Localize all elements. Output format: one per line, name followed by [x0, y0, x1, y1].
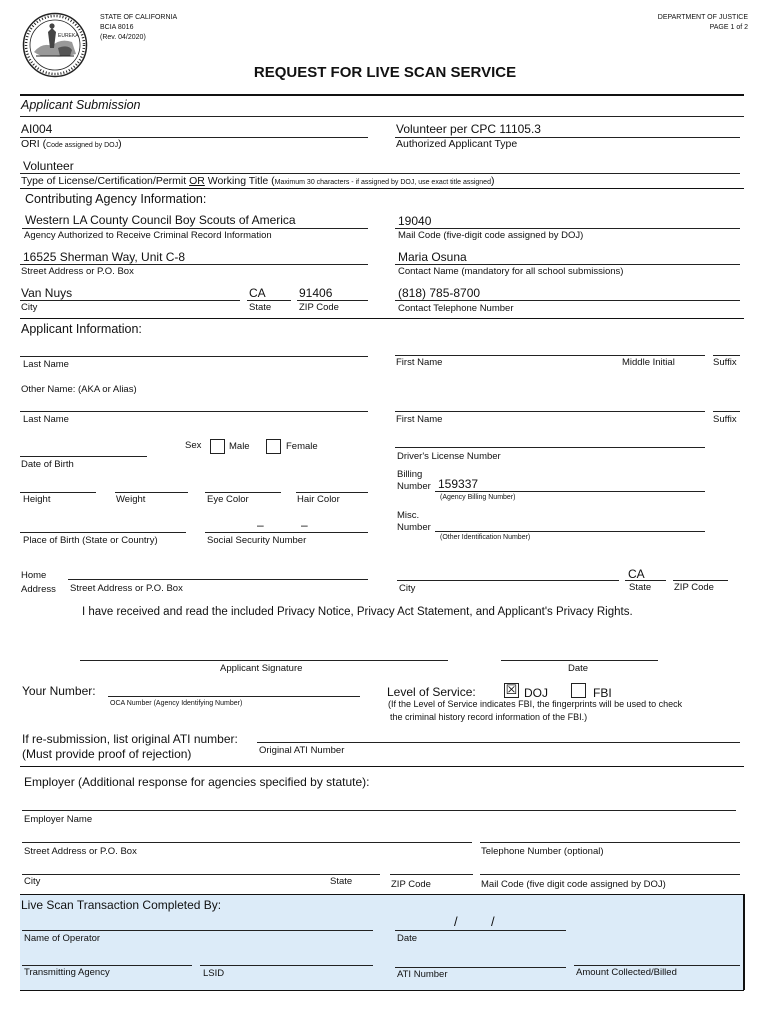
first-name-label: First Name [396, 357, 443, 368]
ssn-dash-1: – [257, 518, 264, 532]
ori-label: ORI (Code assigned by DOJ) [21, 138, 122, 150]
drivers-license-label: Driver's License Number [397, 451, 501, 462]
other-name-label: Other Name: (AKA or Alias) [21, 384, 137, 395]
misc-label-2: Number [397, 522, 431, 533]
authorized-type-value[interactable]: Volunteer per CPC 11105.3 [396, 122, 541, 136]
zip-value[interactable]: 91406 [299, 286, 333, 300]
fbi-note-2: the criminal history record information of the FBI.) [390, 712, 588, 722]
form-revision: (Rev. 04/2020) [100, 34, 146, 41]
billing-label-1: Billing [397, 469, 423, 480]
street-label: Street Address or P.O. Box [21, 266, 134, 277]
street-value[interactable]: 16525 Sherman Way, Unit C-8 [23, 250, 186, 264]
form-number: BCIA 8016 [100, 24, 134, 31]
fbi-note-1: (If the Level of Service indicates FBI, the fingerprints will be used to check [388, 699, 683, 709]
zip-label: ZIP Code [299, 302, 339, 313]
place-of-birth-label: Place of Birth (State or Country) [23, 535, 158, 546]
employer-state-label: State [330, 876, 353, 887]
date-slash-2: / [491, 914, 495, 929]
aka-last-name-label: Last Name [23, 414, 69, 425]
privacy-statement: I have received and read the included Privacy Notice, Privacy Act Statement, and Applicant's Privacy Rights. [82, 606, 633, 618]
aka-suffix-label: Suffix [713, 414, 737, 425]
aka-first-name-label: First Name [396, 414, 443, 425]
state-field-label: State [249, 302, 272, 313]
female-label: Female [286, 441, 318, 452]
department-label: DEPARTMENT OF JUSTICE [657, 14, 748, 21]
page-title: REQUEST FOR LIVE SCAN SERVICE [253, 64, 517, 81]
contact-label: Contact Name (mandatory for all school submissions) [398, 266, 624, 277]
state-label: STATE OF CALIFORNIA [100, 14, 178, 21]
dob-label: Date of Birth [21, 459, 74, 470]
fbi-checkbox[interactable] [571, 683, 586, 698]
home-state-value[interactable]: CA [628, 567, 645, 581]
state-value[interactable]: CA [249, 286, 266, 300]
employer-city-label: City [24, 876, 41, 887]
height-label: Height [23, 494, 51, 505]
resubmission-line-2: (Must provide proof of rejection) [22, 747, 192, 761]
last-name-label: Last Name [23, 359, 69, 370]
contributing-agency-heading: Contributing Agency Information: [25, 192, 207, 206]
home-label: Home [21, 570, 47, 581]
employer-heading: Employer (Additional response for agencies specified by statute): [24, 775, 370, 789]
signature-label: Applicant Signature [220, 663, 303, 674]
city-value[interactable]: Van Nuys [21, 286, 73, 300]
home-street-label: Street Address or P.O. Box [70, 583, 183, 594]
title-rule [20, 94, 744, 96]
date-slash-1: / [454, 914, 458, 929]
mail-code-label: Mail Code (five-digit code assigned by DOJ) [398, 230, 584, 241]
oca-number-label: OCA Number (Agency Identifying Number) [110, 700, 243, 707]
applicant-info-heading: Applicant Information: [21, 322, 142, 336]
signature-date-label: Date [568, 663, 589, 674]
license-value[interactable]: Volunteer [23, 159, 74, 173]
page-number: PAGE 1 of 2 [709, 24, 748, 31]
misc-label-1: Misc. [397, 510, 420, 521]
address-label: Address [21, 584, 56, 595]
doj-checkbox[interactable]: ☒ [505, 682, 518, 697]
hair-color-label: Hair Color [297, 494, 340, 505]
resubmission-line-1: If re-submission, list original ATI number: [22, 732, 238, 746]
ati-number-label: ATI Number [397, 969, 448, 980]
eye-color-label: Eye Color [207, 494, 249, 505]
amount-collected-label: Amount Collected/Billed [576, 967, 677, 978]
home-zip-label: ZIP Code [674, 582, 714, 593]
your-number-label: Your Number: [22, 684, 96, 698]
lsid-label: LSID [203, 968, 225, 979]
employer-phone-label: Telephone Number (optional) [481, 846, 604, 857]
license-label: Type of License/Certification/Permit OR Working Title (Maximum 30 characters - if assigned by DOJ, use exact title assigned) [21, 175, 495, 187]
live-scan-date-label: Date [397, 933, 418, 944]
transmitting-agency-label: Transmitting Agency [24, 967, 110, 978]
middle-initial-label: Middle Initial [622, 357, 675, 368]
male-label: Male [229, 441, 250, 452]
doj-label: DOJ [524, 686, 548, 700]
home-city-label: City [399, 583, 416, 594]
svg-text:EUREKA: EUREKA [58, 33, 79, 39]
employer-street-label: Street Address or P.O. Box [24, 846, 137, 857]
billing-label-2: Number [397, 481, 431, 492]
mail-code-value[interactable]: 19040 [398, 214, 432, 228]
billing-sub-label: (Agency Billing Number) [440, 494, 516, 501]
original-ati-label: Original ATI Number [259, 745, 345, 756]
fbi-label: FBI [593, 686, 612, 700]
male-checkbox[interactable] [210, 439, 225, 454]
weight-label: Weight [116, 494, 146, 505]
ori-value[interactable]: AI004 [21, 122, 53, 136]
live-scan-heading: Live Scan Transaction Completed By: [21, 898, 222, 912]
contact-value[interactable]: Maria Osuna [398, 250, 467, 264]
operator-label: Name of Operator [24, 933, 101, 944]
misc-sub-label: (Other Identification Number) [440, 534, 531, 541]
agency-value[interactable]: Western LA County Council Boy Scouts of America [25, 213, 296, 227]
phone-label: Contact Telephone Number [398, 303, 514, 314]
employer-zip-label: ZIP Code [391, 879, 431, 890]
ssn-dash-2: – [301, 518, 308, 532]
employer-mail-code-label: Mail Code (five digit code assigned by DOJ) [481, 879, 666, 890]
level-of-service-label: Level of Service: [387, 685, 476, 699]
sex-label: Sex [185, 440, 202, 451]
applicant-submission-heading: Applicant Submission [21, 98, 141, 112]
ssn-label: Social Security Number [207, 535, 307, 546]
city-label: City [21, 302, 38, 313]
employer-name-label: Employer Name [24, 814, 93, 825]
authorized-type-label: Authorized Applicant Type [396, 138, 518, 150]
suffix-label: Suffix [713, 357, 737, 368]
phone-value[interactable]: (818) 785-8700 [398, 286, 481, 300]
billing-value[interactable]: 159337 [438, 477, 479, 491]
agency-label: Agency Authorized to Receive Criminal Record Information [24, 230, 272, 241]
home-state-label: State [629, 582, 652, 593]
female-checkbox[interactable] [266, 439, 281, 454]
